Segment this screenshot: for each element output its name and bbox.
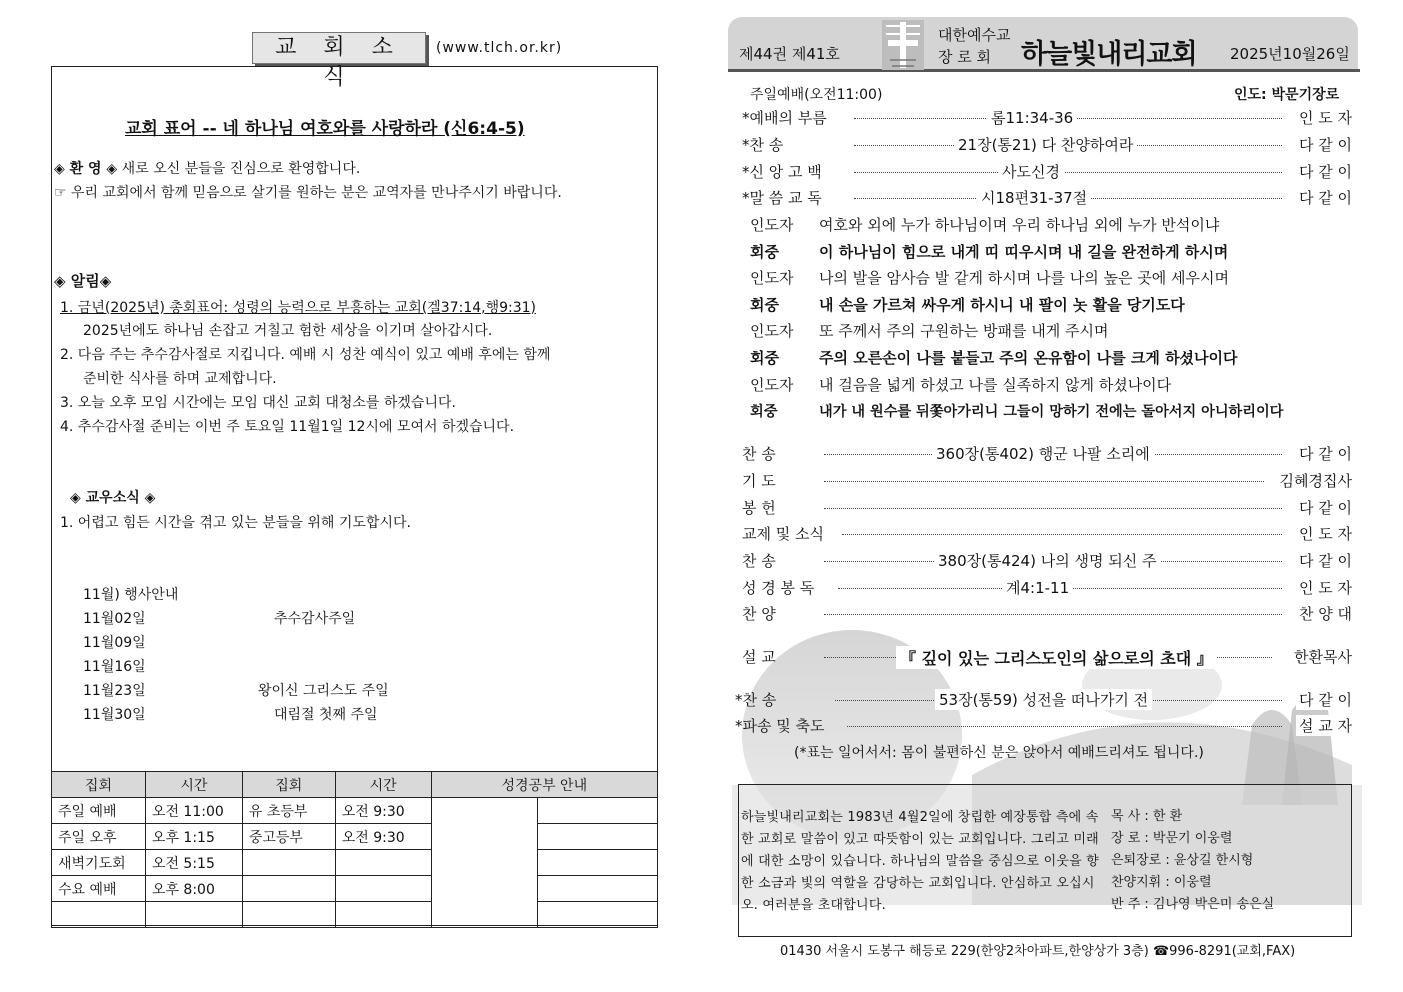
- worship-item-offering: [742, 497, 1352, 519]
- worship-item-content: 21장(통21) 다 찬양하여라: [954, 134, 1137, 155]
- table-row: [52, 824, 658, 850]
- table-cell: [538, 850, 658, 876]
- worship-item-label: 찬 송: [742, 445, 776, 463]
- worship-item-label: *파송 및 축도: [735, 717, 825, 735]
- worship-item-leader: 다 같 이: [1296, 187, 1352, 208]
- worship-item-leader: 다 같 이: [1296, 689, 1352, 710]
- staff-item: 찬양지휘 : 이웅렬: [1111, 875, 1212, 890]
- worship-item-scripture: [742, 577, 1352, 599]
- worship-item-announcements: [742, 523, 1352, 545]
- worship-item-hymn: [742, 134, 1352, 156]
- church-intro: 하늘빛내리교회는 1983년 4월2일에 창립한 예장통합 측에 속한 교회로 말씀이 있고 따뜻함이 있는 교회입니다. 그리고 미래에 대한 소망이 있습니다. 하나님의 말씀을 중심으로 이웃을 향한 소금과 빛의 역할을 감당하는 교회입니다. 안심하고 오십시오. 여러분을 초대합니다.: [741, 810, 1099, 913]
- church-motto: 교회 표어 -- 네 하나님 여호와를 사랑하라 (신6:4-5): [125, 119, 525, 139]
- worship-item-leader: 인 도 자: [1296, 577, 1352, 598]
- worship-item-label: 설 교: [742, 648, 776, 666]
- staff-item: 목 사 : 한 환: [1111, 809, 1183, 824]
- worship-item-leader: 다 같 이: [1296, 134, 1352, 155]
- table-cell: [538, 902, 658, 928]
- worship-item-content: 380장(통424) 나의 생명 되신 주: [934, 550, 1160, 571]
- worship-item-leader: 다 같 이: [1296, 497, 1352, 518]
- worship-item-call: [742, 107, 1352, 129]
- worship-item-leader: 다 같 이: [1296, 550, 1352, 571]
- staff-list: [1111, 806, 1274, 916]
- worship-item-leader: 인 도 자: [1296, 523, 1352, 544]
- worship-item-label: *찬 송: [735, 691, 777, 709]
- notice-heading: ◈ 알림◈: [54, 272, 112, 290]
- welcome-heading: ◈ 환 영 ◈: [54, 161, 118, 177]
- table-cell: [538, 824, 658, 850]
- worship-item-hymn: [735, 689, 1352, 711]
- table-cell: 수요 예배: [52, 876, 146, 902]
- standing-note: (*표는 일어서서: 몸이 불편하신 분은 앉아서 예배드리셔도 됩니다.): [794, 745, 1204, 761]
- worship-item-leader: 설 교 자: [1296, 715, 1352, 736]
- denomination: [938, 24, 1010, 68]
- table-cell: [335, 902, 431, 928]
- denomination-line2: 장 로 회: [938, 48, 992, 66]
- worship-item-label: 봉 헌: [742, 499, 776, 517]
- table-header-row: [52, 772, 658, 798]
- table-cell: [335, 876, 431, 902]
- header-meeting: 집회: [242, 772, 335, 798]
- table-cell: 새벽기도회: [52, 850, 146, 876]
- staff-item: 장 로 : 박문기 이웅렬: [1111, 831, 1233, 846]
- table-cell: 오전 5:15: [145, 850, 242, 876]
- member-news-heading: ◈ 교우소식 ◈: [70, 490, 156, 506]
- event-date: 11월09일: [83, 635, 146, 651]
- staff-item: 은퇴장로 : 윤상길 한시형: [1111, 853, 1254, 868]
- welcome-note: ☞ 우리 교회에서 함께 믿음으로 살기를 원하는 분은 교역자를 만나주시기 바랍니다.: [54, 185, 562, 201]
- table-row: [52, 876, 658, 902]
- church-address: 01430 서울시 도봉구 해등로 229(한양2차아파트,한양상가 3층) ☎996-8291(교회,FAX): [780, 944, 1296, 959]
- table-row: [52, 902, 658, 928]
- table-cell: [52, 902, 146, 928]
- table-row: [52, 798, 658, 824]
- worship-item-content: 사도신경: [998, 161, 1064, 182]
- header-meeting: 집회: [52, 772, 146, 798]
- worship-item-label: *찬 송: [742, 136, 784, 154]
- worship-item-content: 계4:1-11: [1002, 577, 1073, 598]
- event-date: 11월02일: [83, 611, 146, 627]
- notice-item-4: 4. 추수감사절 준비는 이번 주 토요일 11월1일 12시에 모여서 하겠습니다.: [60, 419, 515, 435]
- worship-item-creed: [742, 161, 1352, 183]
- notice-item-3: 3. 오늘 오후 모임 시간에는 모임 대신 교회 대청소를 하겠습니다.: [60, 395, 456, 411]
- table-cell: [242, 850, 335, 876]
- table-cell: 오후 1:15: [145, 824, 242, 850]
- worship-item-leader: 다 같 이: [1296, 443, 1352, 464]
- worship-item-content: 시18편31-37절: [977, 187, 1091, 208]
- worship-item-prayer: [742, 470, 1352, 492]
- worship-item-label: *신 앙 고 백: [742, 163, 822, 181]
- worship-item-content: 롬11:34-36: [987, 107, 1077, 128]
- worship-item-label: *말 씀 교 독: [742, 189, 822, 207]
- worship-item-leader: 다 같 이: [1296, 161, 1352, 182]
- service-title: 주일예배(오전11:00): [750, 87, 883, 103]
- welcome-section: [54, 158, 360, 178]
- notice-item-2-cont: 준비한 식사를 하며 교제합니다.: [83, 371, 277, 387]
- bible-study-cell: [431, 798, 538, 928]
- event-name: 추수감사주일: [274, 611, 356, 627]
- event-date: 11월16일: [83, 659, 146, 675]
- worship-item-label: 찬 송: [742, 552, 776, 570]
- service-leader: 인도: 박문기장로: [1234, 87, 1340, 103]
- worship-item-label: 교제 및 소식: [742, 525, 824, 543]
- event-name: 왕이신 그리스도 주일: [258, 683, 389, 699]
- event-name: 대림절 첫째 주일: [274, 707, 378, 723]
- table-cell: [242, 876, 335, 902]
- worship-item-reading: [742, 187, 1352, 209]
- volume-number: 제44권 제41호: [739, 45, 840, 63]
- cross-logo-icon: [882, 20, 924, 70]
- worship-item-content: 360장(통402) 행군 나팔 소리에: [932, 443, 1154, 464]
- worship-item-label: 기 도: [742, 472, 776, 490]
- church-name: 하늘빛내리교회: [1021, 39, 1197, 70]
- table-cell: [538, 876, 658, 902]
- worship-item-leader: 한환목사: [1291, 646, 1352, 667]
- worship-item-choir: [742, 603, 1352, 625]
- table-cell: 오전 11:00: [145, 798, 242, 824]
- table-cell: 오후 8:00: [145, 876, 242, 902]
- meeting-schedule-table: [51, 771, 658, 928]
- worship-item-label: 찬 양: [742, 605, 776, 623]
- event-date: 11월30일: [83, 707, 146, 723]
- news-title: 교 회 소 식: [252, 32, 426, 64]
- staff-item: 반 주 : 김나영 박은미 송은실: [1111, 897, 1275, 912]
- table-cell: [242, 902, 335, 928]
- table-cell: [335, 850, 431, 876]
- notice-item-2: 2. 다음 주는 추수감사절로 지킵니다. 예배 시 성찬 예식이 있고 예배 후에는 함께: [60, 347, 551, 363]
- events-title: 11월) 행사안내: [83, 587, 179, 603]
- worship-item-leader: 김혜경집사: [1277, 470, 1352, 491]
- table-cell: 주일 오후: [52, 824, 146, 850]
- header-bible-study: 성경공부 안내: [431, 772, 657, 798]
- table-cell: 오전 9:30: [335, 798, 431, 824]
- event-date: 11월23일: [83, 683, 146, 699]
- table-row: [52, 850, 658, 876]
- notice-item-1-cont: 2025년에도 하나님 손잡고 거칠고 험한 세상을 이기며 살아갑시다.: [83, 323, 493, 339]
- worship-item-content: 53장(통59) 성전을 떠나가기 전: [935, 689, 1152, 710]
- header-time: 시간: [335, 772, 431, 798]
- issue-date: 2025년10월26일: [1230, 45, 1350, 63]
- church-url[interactable]: (www.tlch.or.kr): [436, 40, 563, 56]
- member-news-item: 1. 어렵고 힘든 시간을 겪고 있는 분들을 위해 기도합시다.: [60, 515, 411, 531]
- denomination-line1: 대한예수교: [938, 26, 1011, 44]
- worship-item-label: *예배의 부름: [742, 109, 827, 127]
- header-time: 시간: [145, 772, 242, 798]
- table-cell: 오전 9:30: [335, 824, 431, 850]
- table-cell: [145, 902, 242, 928]
- welcome-text: 새로 오신 분들을 진심으로 환영합니다.: [121, 161, 361, 177]
- worship-item-leader: 찬 양 대: [1296, 603, 1352, 624]
- worship-item-hymn: [742, 443, 1352, 465]
- worship-item-hymn: [742, 550, 1352, 572]
- table-cell: 주일 예배: [52, 798, 146, 824]
- sermon-title: 『 깊이 있는 그리스도인의 삶으로의 초대 』: [896, 646, 1217, 669]
- worship-item-leader: 인 도 자: [1296, 107, 1352, 128]
- notice-item-1: 1. 금년(2025년) 총회표어: 성령의 능력으로 부흥하는 교회(겔37:14,행9:31): [60, 300, 537, 316]
- worship-item-label: 성 경 봉 독: [742, 579, 815, 597]
- worship-item-sermon: [742, 646, 1352, 668]
- table-cell: [538, 798, 658, 824]
- table-cell: 유 초등부: [242, 798, 335, 824]
- table-cell: 중고등부: [242, 824, 335, 850]
- worship-item-benediction: [735, 715, 1352, 737]
